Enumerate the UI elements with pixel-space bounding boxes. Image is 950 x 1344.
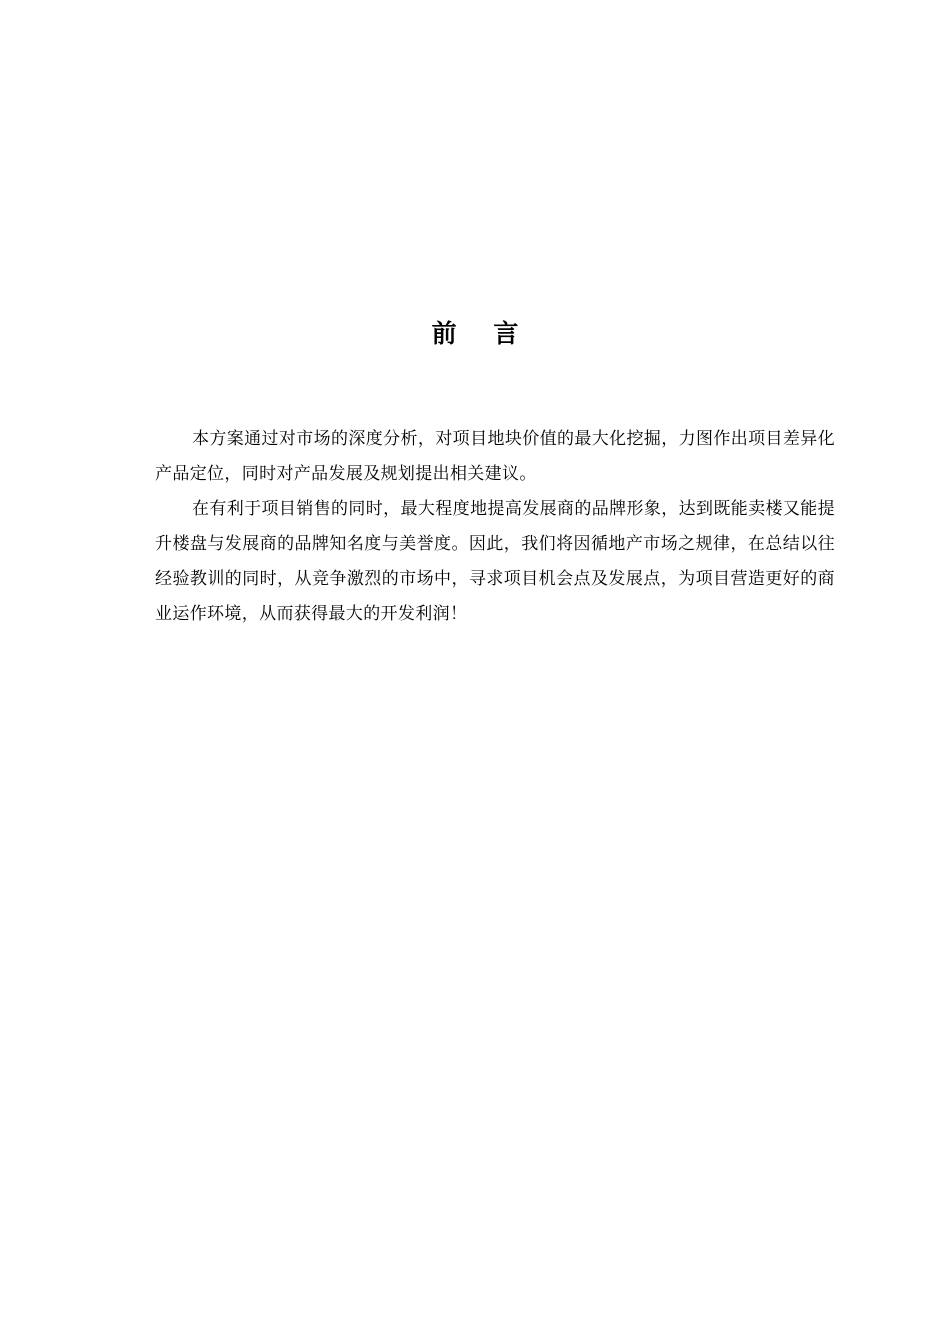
body-text — [155, 422, 835, 632]
page-title: 前 言 — [431, 318, 533, 348]
paragraph-2: 在有利于项目销售的同时，最大程度地提高发展商的品牌形象，达到既能卖楼又能提升楼盘与发展商的品牌知名度与美誉度。因此，我们将因循地产市场之规律，在总结以往经验教训的同时，从竞争激烈的市场中，寻求项目机会点及发展点，为项目营造更好的商业运作环境，从而获得最大的开发利润！ — [155, 499, 835, 624]
paragraph-1: 本方案通过对市场的深度分析，对项目地块价值的最大化挖掘，力图作出项目差异化产品定位，同时对产品发展及规划提出相关建议。 — [155, 429, 835, 484]
